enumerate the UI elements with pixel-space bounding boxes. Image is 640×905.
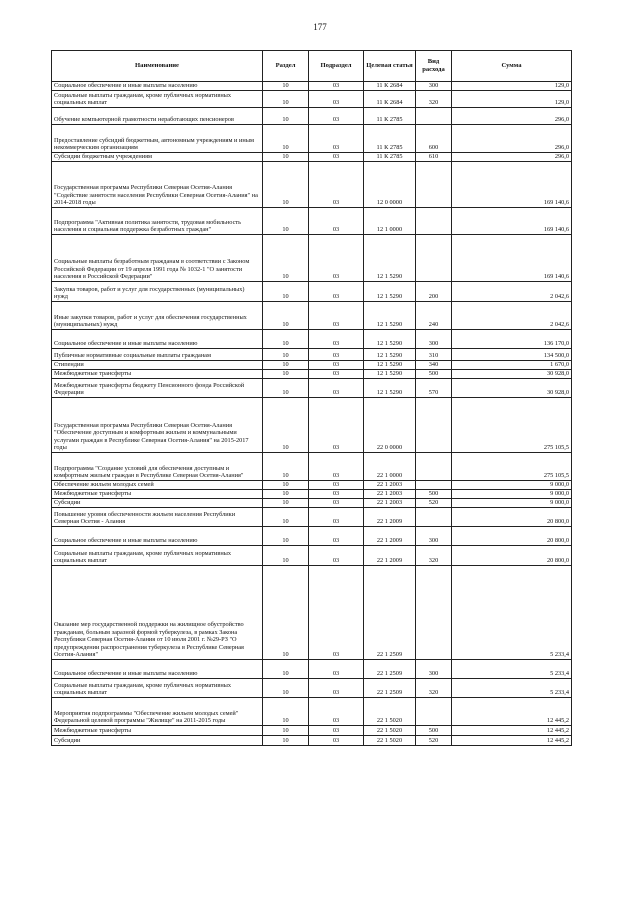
table-row (52, 453, 572, 481)
cell-podrazdel: 03 (309, 566, 364, 660)
cell-summa: 20 800,0 (452, 508, 572, 527)
cell-razdel: 10 (263, 82, 309, 91)
cell-name: Социальные выплаты безработным гражданам в соответствии с Законом Российской Федерации от 19 апреля 1991 года № 1032-1 "О занятости населения в Российской Федерации" (52, 235, 263, 282)
cell-name: Закупка товаров, работ и услуг для государственных (муниципальных) нужд (52, 282, 263, 302)
cell-name: Государственная программа Республики Северная Осетия-Алания "Содействие занятости населения Республики Северная Осетия-Алания" на 2014-2018 годы (52, 162, 263, 208)
cell-statya: 22 1 0000 (364, 453, 416, 481)
cell-razdel: 10 (263, 698, 309, 726)
table-row (52, 566, 572, 660)
cell-vid (416, 698, 452, 726)
cell-summa: 296,0 (452, 108, 572, 125)
table-row (52, 546, 572, 566)
table-body (52, 82, 572, 746)
cell-razdel: 10 (263, 660, 309, 679)
cell-summa: 296,0 (452, 125, 572, 153)
cell-podrazdel: 03 (309, 698, 364, 726)
cell-vid: 600 (416, 125, 452, 153)
cell-statya: 11 К 2785 (364, 108, 416, 125)
cell-vid: 570 (416, 379, 452, 398)
cell-summa: 20 800,0 (452, 546, 572, 566)
cell-podrazdel: 03 (309, 546, 364, 566)
cell-razdel: 10 (263, 453, 309, 481)
cell-vid: 520 (416, 499, 452, 508)
cell-razdel: 10 (263, 499, 309, 508)
cell-statya: 12 1 5290 (364, 349, 416, 361)
cell-vid (416, 108, 452, 125)
cell-podrazdel: 03 (309, 330, 364, 349)
cell-name: Подпрограмма "Создание условий для обеспечения доступным и комфортным жильем граждан в Республике Северная Осетия-Алания" (52, 453, 263, 481)
cell-name: Социальное обеспечение и иные выплаты населению (52, 527, 263, 546)
cell-vid: 500 (416, 490, 452, 499)
cell-razdel: 10 (263, 162, 309, 208)
cell-summa: 30 928,0 (452, 370, 572, 379)
cell-razdel: 10 (263, 490, 309, 499)
cell-podrazdel: 03 (309, 481, 364, 490)
cell-razdel: 10 (263, 379, 309, 398)
cell-name: Публичные нормативные социальные выплаты гражданам (52, 349, 263, 361)
cell-name: Государственная программа Республики Северная Осетия-Алания "Обеспечение доступным и комфортным жильем и коммунальными услугами граждан в Республике Северная Осетия-Алания" на 2015-2017 годы (52, 398, 263, 453)
cell-vid: 500 (416, 726, 452, 736)
cell-vid: 200 (416, 282, 452, 302)
cell-vid: 300 (416, 330, 452, 349)
cell-razdel: 10 (263, 153, 309, 162)
cell-vid: 300 (416, 82, 452, 91)
cell-vid: 320 (416, 91, 452, 108)
cell-summa: 169 140,6 (452, 235, 572, 282)
cell-vid (416, 566, 452, 660)
cell-podrazdel: 03 (309, 302, 364, 330)
cell-summa: 9 000,0 (452, 499, 572, 508)
cell-vid (416, 398, 452, 453)
table-row (52, 91, 572, 108)
cell-statya: 12 1 5290 (364, 361, 416, 370)
cell-statya: 11 К 2684 (364, 82, 416, 91)
cell-razdel: 10 (263, 235, 309, 282)
cell-razdel: 10 (263, 361, 309, 370)
cell-podrazdel: 03 (309, 726, 364, 736)
cell-vid: 310 (416, 349, 452, 361)
header-podrazdel: Подраздел (309, 51, 364, 82)
cell-name: Оказание мер государственной поддержки на жилищное обустройство гражданам, больным заразной формой туберкулеза, в рамках Закона Республики Северная Осетия-Алания от 10 июля 2001 г. №29-РЗ "О предупреждении распространения туберкулеза в Республике Северная Осетия-Алания" (52, 566, 263, 660)
cell-statya: 22 1 2509 (364, 679, 416, 698)
cell-statya: 12 1 5290 (364, 235, 416, 282)
cell-vid: 300 (416, 660, 452, 679)
cell-razdel: 10 (263, 566, 309, 660)
cell-name: Межбюджетные трансферты (52, 726, 263, 736)
cell-razdel: 10 (263, 125, 309, 153)
table-row (52, 361, 572, 370)
cell-podrazdel: 03 (309, 736, 364, 746)
cell-summa: 169 140,6 (452, 162, 572, 208)
table-row (52, 282, 572, 302)
cell-summa: 9 000,0 (452, 481, 572, 490)
cell-summa: 275 105,5 (452, 453, 572, 481)
cell-summa: 5 233,4 (452, 566, 572, 660)
cell-vid (416, 481, 452, 490)
cell-summa: 12 445,2 (452, 726, 572, 736)
table-row (52, 108, 572, 125)
table-row (52, 208, 572, 235)
cell-statya: 22 1 2003 (364, 490, 416, 499)
cell-statya: 12 1 5290 (364, 370, 416, 379)
cell-statya: 12 1 5290 (364, 330, 416, 349)
cell-summa: 5 233,4 (452, 660, 572, 679)
cell-razdel: 10 (263, 349, 309, 361)
cell-razdel: 10 (263, 726, 309, 736)
header-name: Наименование (52, 51, 263, 82)
cell-podrazdel: 03 (309, 398, 364, 453)
cell-name: Повышение уровня обеспеченности жильем населения Республики Северная Осетия - Алания (52, 508, 263, 527)
table-row (52, 370, 572, 379)
cell-statya: 12 1 0000 (364, 208, 416, 235)
cell-razdel: 10 (263, 679, 309, 698)
table-row (52, 398, 572, 453)
cell-summa: 169 140,6 (452, 208, 572, 235)
table-row (52, 82, 572, 91)
cell-vid: 320 (416, 679, 452, 698)
header-vid: Вид расхода (416, 51, 452, 82)
cell-razdel: 10 (263, 302, 309, 330)
table-row (52, 726, 572, 736)
cell-name: Межбюджетные трансферты (52, 490, 263, 499)
table-row (52, 379, 572, 398)
cell-razdel: 10 (263, 282, 309, 302)
cell-summa: 9 000,0 (452, 490, 572, 499)
cell-name: Субсидии (52, 736, 263, 746)
cell-statya: 11 К 2785 (364, 125, 416, 153)
header-razdel: Раздел (263, 51, 309, 82)
cell-statya: 22 1 2009 (364, 527, 416, 546)
cell-name: Мероприятия подпрограммы "Обеспечение жильем молодых семей" Федеральной целевой программы "Жилище" на 2011-2015 годы (52, 698, 263, 726)
table-row (52, 527, 572, 546)
cell-vid (416, 208, 452, 235)
cell-statya: 11 К 2785 (364, 153, 416, 162)
cell-podrazdel: 03 (309, 82, 364, 91)
cell-name: Социальное обеспечение и иные выплаты населению (52, 330, 263, 349)
cell-vid: 520 (416, 736, 452, 746)
table-row (52, 508, 572, 527)
cell-podrazdel: 03 (309, 162, 364, 208)
header-summa: Сумма (452, 51, 572, 82)
cell-podrazdel: 03 (309, 235, 364, 282)
cell-razdel: 10 (263, 91, 309, 108)
table-row (52, 235, 572, 282)
table-row (52, 660, 572, 679)
cell-statya: 22 1 2009 (364, 546, 416, 566)
cell-name: Межбюджетные трансферты (52, 370, 263, 379)
budget-table (51, 50, 572, 746)
cell-summa: 12 445,2 (452, 698, 572, 726)
cell-razdel: 10 (263, 208, 309, 235)
cell-name: Социальные выплаты гражданам, кроме публичных нормативных социальных выплат (52, 679, 263, 698)
cell-podrazdel: 03 (309, 370, 364, 379)
cell-statya: 12 0 0000 (364, 162, 416, 208)
table-row (52, 499, 572, 508)
cell-vid: 240 (416, 302, 452, 330)
cell-vid (416, 508, 452, 527)
cell-vid: 340 (416, 361, 452, 370)
cell-podrazdel: 03 (309, 361, 364, 370)
cell-summa: 129,0 (452, 82, 572, 91)
cell-summa: 12 445,2 (452, 736, 572, 746)
cell-razdel: 10 (263, 370, 309, 379)
cell-statya: 22 1 2003 (364, 481, 416, 490)
cell-razdel: 10 (263, 398, 309, 453)
cell-name: Социальные выплаты гражданам, кроме публичных нормативных социальных выплат (52, 91, 263, 108)
cell-name: Субсидии (52, 499, 263, 508)
cell-summa: 296,0 (452, 153, 572, 162)
cell-name: Социальное обеспечение и иные выплаты населению (52, 82, 263, 91)
cell-razdel: 10 (263, 508, 309, 527)
cell-name: Подпрограмма "Активная политика занятости, трудовая мобильность населения и социальная поддержка безработных граждан" (52, 208, 263, 235)
cell-name: Предоставление субсидий бюджетным, автономным учреждениям и иным некоммерческим организациям (52, 125, 263, 153)
cell-name: Иные закупки товаров, работ и услуг для обеспечения государственных (муниципальных) нужд (52, 302, 263, 330)
header-row (52, 51, 572, 82)
cell-statya: 12 1 5290 (364, 282, 416, 302)
cell-summa: 134 500,0 (452, 349, 572, 361)
cell-razdel: 10 (263, 481, 309, 490)
cell-name: Социальные выплаты гражданам, кроме публичных нормативных социальных выплат (52, 546, 263, 566)
table-row (52, 736, 572, 746)
table-row (52, 698, 572, 726)
cell-summa: 136 170,0 (452, 330, 572, 349)
table-row (52, 679, 572, 698)
cell-vid: 300 (416, 527, 452, 546)
cell-podrazdel: 03 (309, 125, 364, 153)
cell-statya: 22 1 2509 (364, 660, 416, 679)
cell-name: Субсидии бюджетным учреждениям (52, 153, 263, 162)
cell-vid (416, 235, 452, 282)
cell-podrazdel: 03 (309, 527, 364, 546)
cell-podrazdel: 03 (309, 108, 364, 125)
cell-name: Стипендии (52, 361, 263, 370)
cell-statya: 22 0 0000 (364, 398, 416, 453)
cell-podrazdel: 03 (309, 660, 364, 679)
cell-name: Обучение компьютерной грамотности неработающих пенсионеров (52, 108, 263, 125)
cell-podrazdel: 03 (309, 153, 364, 162)
cell-statya: 12 1 5290 (364, 379, 416, 398)
cell-statya: 22 1 5020 (364, 726, 416, 736)
table-row (52, 330, 572, 349)
cell-razdel: 10 (263, 527, 309, 546)
page-number: 177 (313, 22, 327, 32)
cell-statya: 22 1 5020 (364, 736, 416, 746)
cell-podrazdel: 03 (309, 282, 364, 302)
cell-vid: 320 (416, 546, 452, 566)
cell-podrazdel: 03 (309, 499, 364, 508)
cell-podrazdel: 03 (309, 453, 364, 481)
table-row (52, 125, 572, 153)
cell-name: Социальное обеспечение и иные выплаты населению (52, 660, 263, 679)
cell-summa: 2 042,6 (452, 302, 572, 330)
cell-razdel: 10 (263, 736, 309, 746)
cell-summa: 129,0 (452, 91, 572, 108)
cell-podrazdel: 03 (309, 679, 364, 698)
table-row (52, 162, 572, 208)
cell-razdel: 10 (263, 108, 309, 125)
cell-podrazdel: 03 (309, 508, 364, 527)
cell-statya: 11 К 2684 (364, 91, 416, 108)
cell-statya: 12 1 5290 (364, 302, 416, 330)
cell-summa: 20 800,0 (452, 527, 572, 546)
cell-statya: 22 1 2003 (364, 499, 416, 508)
cell-podrazdel: 03 (309, 490, 364, 499)
cell-statya: 22 1 5020 (364, 698, 416, 726)
cell-summa: 5 233,4 (452, 679, 572, 698)
cell-vid: 500 (416, 370, 452, 379)
cell-podrazdel: 03 (309, 349, 364, 361)
cell-summa: 2 042,6 (452, 282, 572, 302)
cell-summa: 275 105,5 (452, 398, 572, 453)
cell-razdel: 10 (263, 330, 309, 349)
header-statya: Целевая статья (364, 51, 416, 82)
table-row (52, 490, 572, 499)
cell-vid (416, 162, 452, 208)
cell-name: Межбюджетные трансферты бюджету Пенсионного фонда Российской Федерации (52, 379, 263, 398)
cell-vid: 610 (416, 153, 452, 162)
table-row (52, 302, 572, 330)
cell-summa: 1 670,0 (452, 361, 572, 370)
cell-podrazdel: 03 (309, 379, 364, 398)
cell-vid (416, 453, 452, 481)
cell-summa: 30 928,0 (452, 379, 572, 398)
table-row (52, 153, 572, 162)
table-row (52, 481, 572, 490)
cell-razdel: 10 (263, 546, 309, 566)
cell-podrazdel: 03 (309, 91, 364, 108)
cell-podrazdel: 03 (309, 208, 364, 235)
cell-name: Обеспечение жильем молодых семей (52, 481, 263, 490)
cell-statya: 22 1 2009 (364, 508, 416, 527)
table-row (52, 349, 572, 361)
cell-statya: 22 1 2509 (364, 566, 416, 660)
